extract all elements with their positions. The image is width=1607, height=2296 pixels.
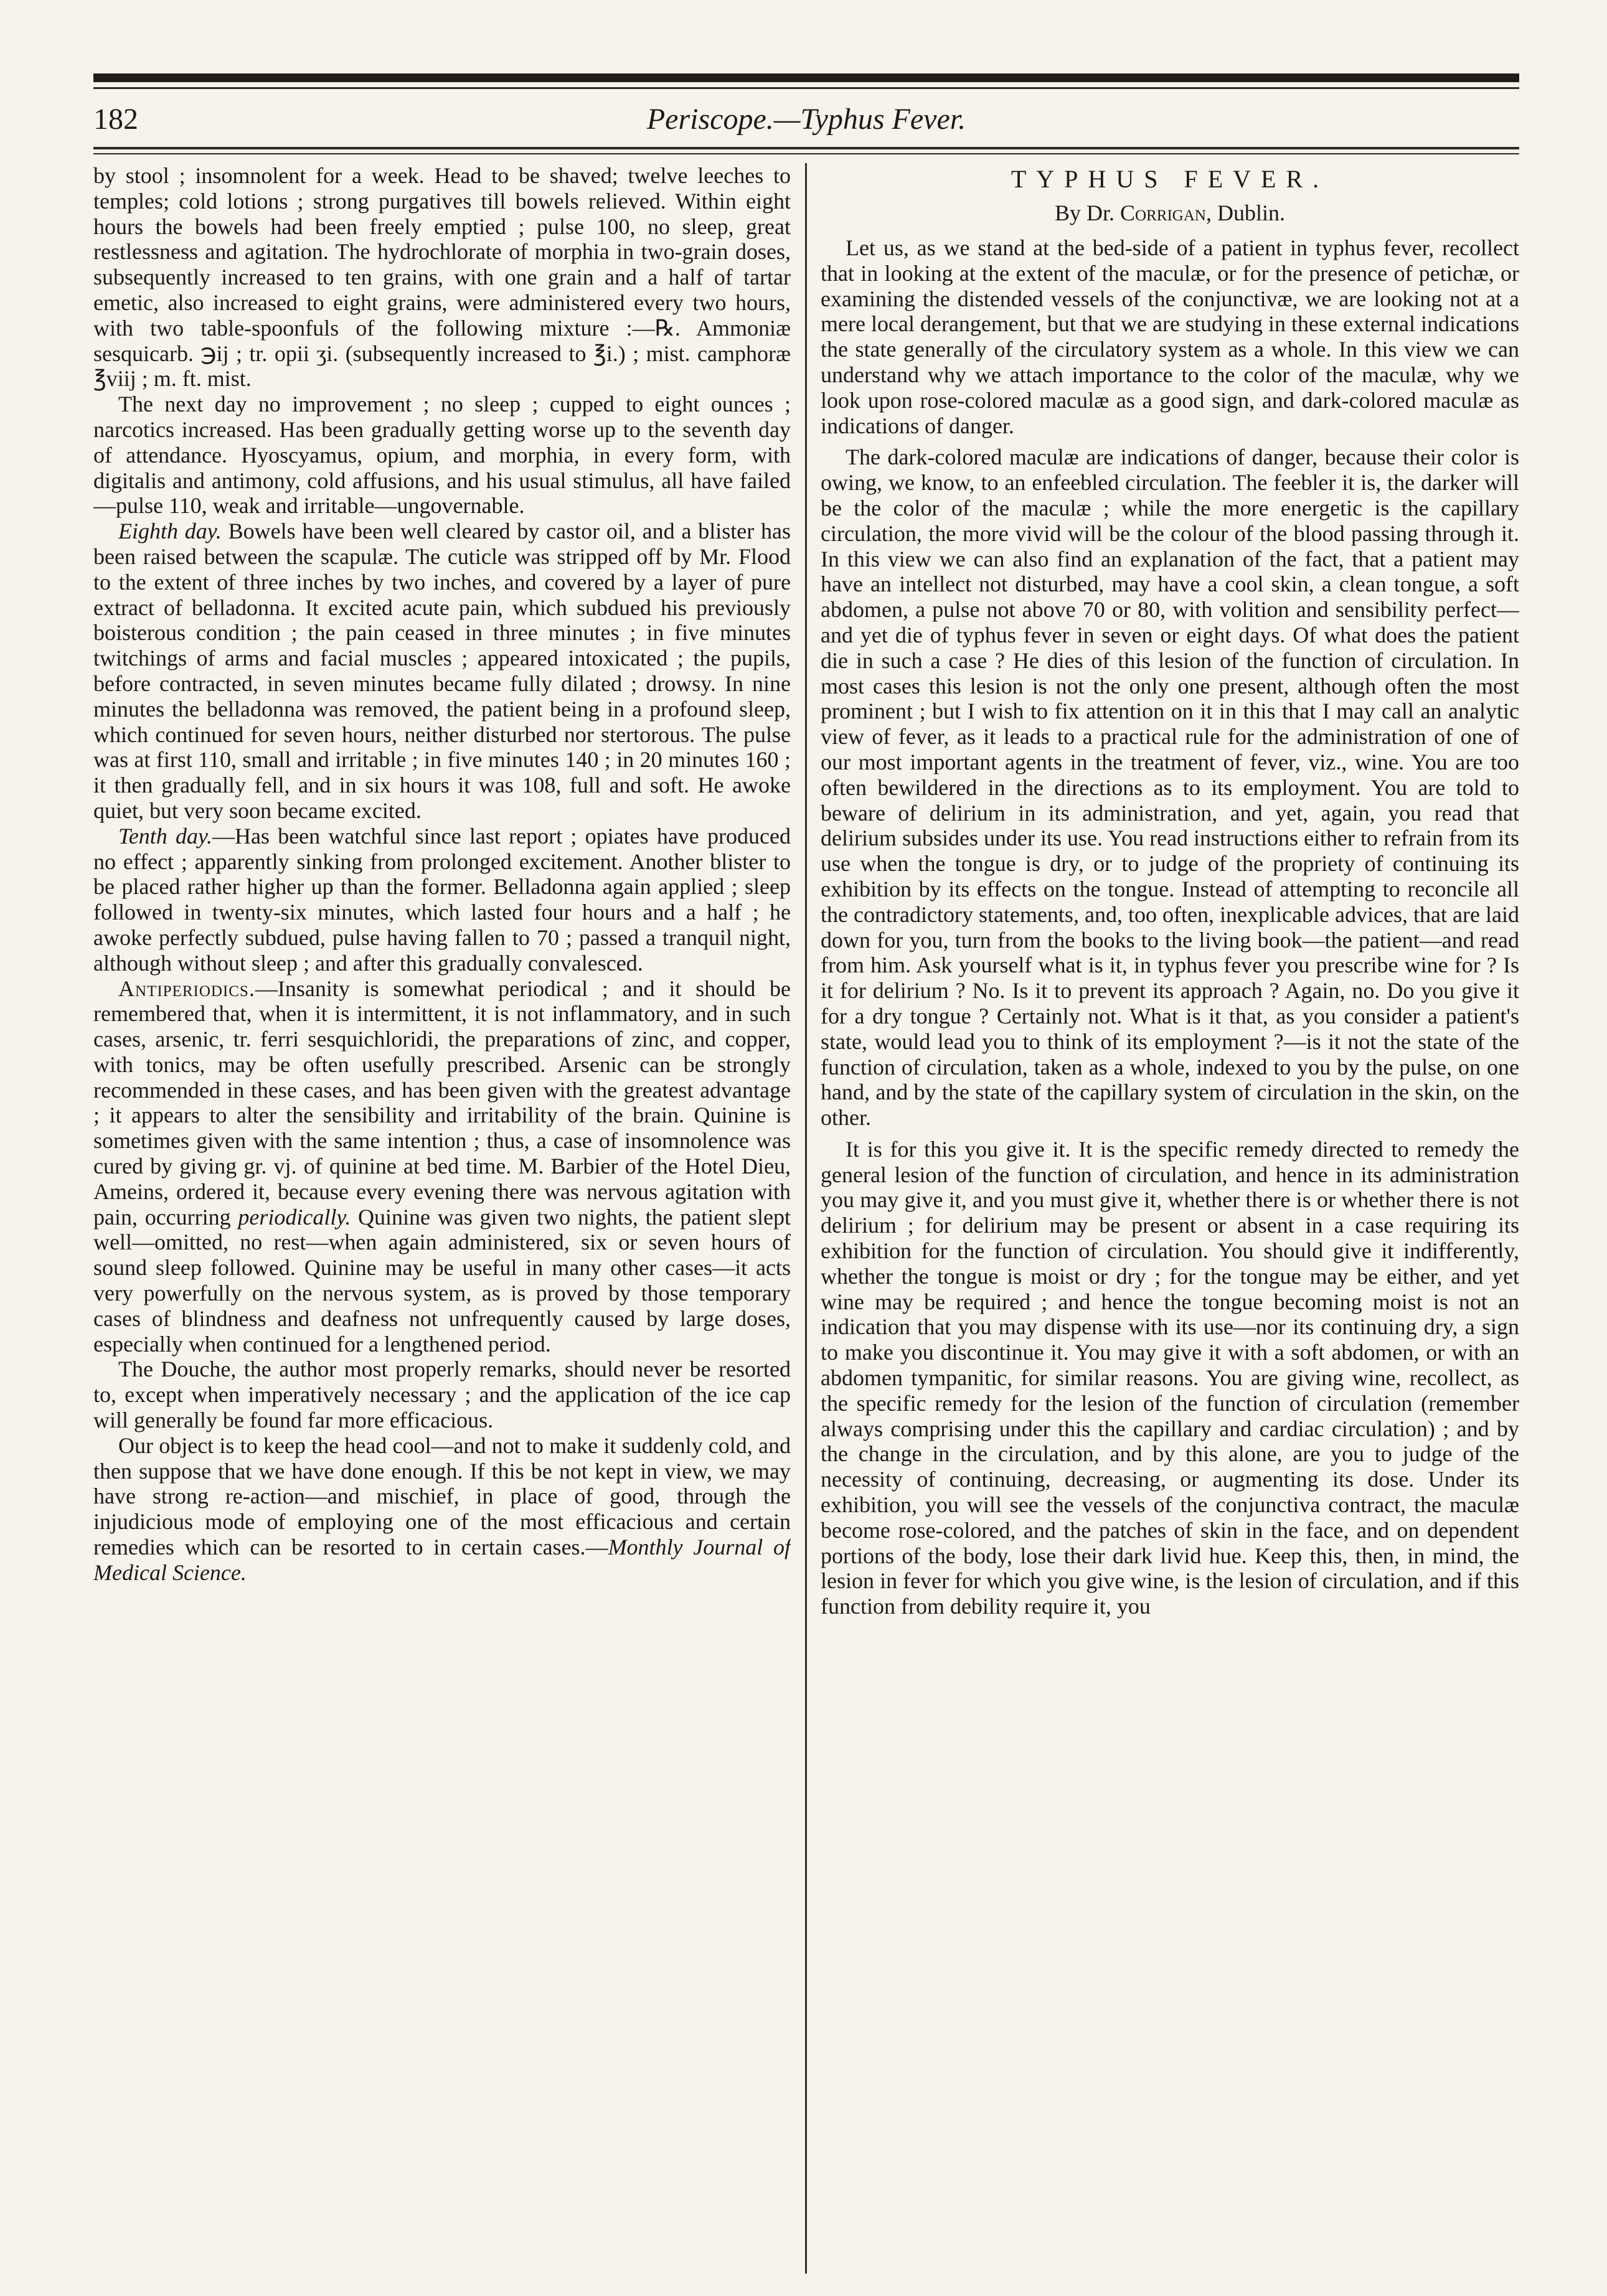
journal-citation: Monthly Journal of Medical Science. [93, 1535, 791, 1585]
byline-suffix: , Dublin. [1205, 200, 1285, 225]
antiperiodics-italic: periodically. [238, 1204, 351, 1230]
left-paragraph-douche: The Douche, the author most properly remarks, should never be resorted to, except when imperatively necessary ; and the application of the ice cap will generally be found far more efficacious. [93, 1357, 791, 1433]
article-title: TYPHUS FEVER. [1011, 165, 1329, 193]
left-paragraph-antiperiodics [93, 976, 791, 1357]
page-header [93, 100, 1519, 143]
header-rule [93, 147, 1519, 149]
right-column [821, 163, 1519, 2274]
running-title: Periscope.—Typhus Fever. [646, 103, 966, 136]
column-divider [805, 163, 807, 2274]
antiperiodics-tail: Quinine was given two nights, the patient slept well—omitted, no rest—when again administered, six or seven hours of sound sleep followed. Quinine may be useful in many other cases—it acts very powerfully on the nervous system, as is proved by those temporary cases of blindness and deafness not unfrequently caused by large doses, especially when continued for a lengthened period. [93, 1204, 791, 1357]
object-text: Our object is to keep the head cool—and not to make it suddenly cold, and then suppose that we have done enough. If this be not kept in view, we may have strong re-action—and mischief, in place of good, through the injudicious mode of employing one of the most efficacious and certain remedies which can be resorted to in certain cases.— [93, 1433, 791, 1560]
right-paragraph-1: Let us, as we stand at the bed-side of a patient in typhus fever, recollect that in looking at the extent of the maculæ, or for the presence of petichæ, or examining the distended vessels of the conjunctivæ, we are looking not at a mere local derangement, but that we are studying in these external indications the state generally of the circulatory system as a whole. In this view we can understand why we attach importance to the color of the maculæ, why we look upon rose-colored maculæ as a good sign, and dark-colored maculæ as indications of danger. [821, 235, 1519, 438]
antiperiodics-text: —Insanity is somewhat periodical ; and it should be remembered that, when it is intermittent, it is not inflammatory, and in such cases, arsenic, tr. ferri sesquichloridi, the preparations of zinc, and copper, with tonics, may be often usefully prescribed. Arsenic can be strongly recommended in these cases, and has been given with the greatest advantage ; it appears to alter the sensibility and irritability of the brain. Quinine is sometimes given with the same intention ; thus, a case of insomnolence was cured by giving gr. vj. of quinine at bed time. M. Barbier of the Hotel Dieu, Ameins, ordered it, because every evening there was nervous agitation with pain, occurring [93, 976, 791, 1230]
author-name: Corrigan [1120, 200, 1206, 225]
tenth-day-heading: Tenth day. [118, 823, 212, 849]
left-paragraph-object [93, 1433, 791, 1586]
antiperiodics-heading: Antiperiodics. [118, 976, 255, 1001]
header-rule-thin [93, 153, 1519, 154]
top-rule-thick [93, 73, 1519, 82]
left-paragraph-tenth-day [93, 824, 791, 976]
eighth-day-heading: Eighth day. [118, 519, 222, 544]
tenth-day-text: —Has been watchful since last report ; opiates have produced no effect ; apparently sinking from prolonged excitement. Another blister to be placed rather higher up than the former. Belladonna again applied ; sleep followed in twenty-six minutes, which lasted four hours and a half ; he awoke perfectly subdued, pulse having fallen to 70 ; passed a tranquil night, although without sleep ; and after this gradually convalesced. [93, 823, 791, 976]
article-byline [821, 199, 1519, 227]
right-paragraph-2: The dark-colored maculæ are indications of danger, because their color is owing, we know, to an enfeebled circulation. The feebler it is, the darker will be the color of the maculæ ; while the more energetic is the capillary circulation, the more vivid will be the colour of the blood passing through it. In this view we can also find an explanation of the fact, that a patient may have an intellect not disturbed, may have a cool skin, a clean tongue, a soft abdomen, a pulse not above 70 or 80, with volition and sensibility perfect—and yet die of typhus fever in seven or eight days. Of what does the patient die in such a case ? He dies of this lesion of the function of circulation. In most cases this lesion is not the only one present, although often the most prominent ; but I wish to fix attention on it in this that I may call an analytic view of fever, as it leads to a practical rule for the administration of one of our most important agents in the treatment of fever, viz., wine. You are too often bewildered in the directions as to its employment. You are told to beware of delirium in its administration, and yet, again, you read that delirium subsides under its use. You read instructions either to refrain from its use when the tongue is dry, or to judge of the propriety of continuing its exhibition by its effects on the tongue. Instead of attempting to reconcile all the contradictory statements, and, too often, inexplicable advices, that are laid down for you, turn from the books to the living book—the patient—and read from him. Ask yourself what is it, in typhus fever you prescribe wine for ? Is it for delirium ? No. Is it to prevent its approach ? Again, no. Do you give it for a dry tongue ? Certainly not. What is it that, as you consider a patient's state, would lead you to think of its employment ?—is it not the state of the function of circulation, taken as a whole, indexed to you by the pulse, on one hand, and by the state of the capillary system of circulation in the skin, on the other. [821, 445, 1519, 1131]
right-paragraph-3: It is for this you give it. It is the specific remedy directed to remedy the general lesion of the function of circulation, and hence in its administration you may give it, and you must give it, whether there is or whether there is not delirium ; for delirium may be present or absent in a case requiring its exhibition for the function of circulation. You should give it indifferently, whether the tongue is moist or dry ; for the tongue may be either, and yet wine may be required ; and hence the tongue becoming moist is not an indication that you may dispense with its use—nor its continuing dry, a sign to make you discontinue it. You may give it with a soft abdomen, or with an abdomen tympanitic, for similar reasons. You are giving wine, recollect, as the specific remedy for the lesion of the function of circulation (remember always comprising under this the capillary and cardiac circulation) ; and by the change in the circulation, and by this alone, are you to judge of the necessity of continuing, decreasing, or augmenting its dose. Under its exhibition, you will see the vessels of the conjunctiva contract, the maculæ become rose-colored, and the patches of skin in the face, and on dependent portions of the body, lose their dark livid hue. Keep this, then, in mind, the lesion in fever for which you give wine, is the lesion of circulation, and if this function from debility require it, you [821, 1136, 1519, 1619]
page-number: 182 [93, 103, 138, 136]
byline-prefix: By Dr. [1055, 200, 1121, 225]
left-column [93, 163, 791, 2274]
left-paragraph-1: by stool ; insomnolent for a week. Head to be shaved; twelve leeches to temples; cold lotions ; strong purgatives till bowels relieved. Within eight hours the bowels had been freely emptied ; pulse 100, no sleep, great restlessness and agitation. The hydrochlorate of morphia in two-grain doses, subsequently increased to ten grains, with one grain and a half of tartar emetic, also increased to eight grains, were administered every two hours, with two table-spoonfuls of the following mixture :—℞. Ammoniæ sesquicarb. ℈ij ; tr. opii ʒi. (subsequently increased to ℥i.) ; mist. camphoræ ℥viij ; m. ft. mist. [93, 163, 791, 392]
left-paragraph-eighth-day [93, 519, 791, 824]
left-paragraph-2: The next day no improvement ; no sleep ; cupped to eight ounces ; narcotics increased. Has been gradually getting worse up to the seventh day of attendance. Hyoscyamus, opium, and morphia, in every form, with digitalis and antimony, cold affusions, and his usual stimulus, all have failed—pulse 110, weak and irritable—ungovernable. [93, 392, 791, 519]
top-rule-thin [93, 87, 1519, 89]
eighth-day-text: Bowels have been well cleared by castor oil, and a blister has been raised between the scapulæ. The cuticle was stripped off by Mr. Flood to the extent of three inches by two inches, and covered by a layer of pure extract of belladonna. It excited acute pain, which subdued his previously boisterous condition ; the pain ceased in three minutes ; in five minutes twitchings of arms and facial muscles ; appeared intoxicated ; the pupils, before contracted, in seven minutes became fully dilated ; drowsy. In nine minutes the belladonna was removed, the patient being in a profound sleep, which continued for seven hours, neither disturbed nor stertorous. The pulse was at first 110, small and irritable ; in five minutes 140 ; in 20 minutes 160 ; it then gradually fell, and in six hours it was 108, full and soft. He awoke quiet, but very soon became excited. [93, 519, 791, 823]
